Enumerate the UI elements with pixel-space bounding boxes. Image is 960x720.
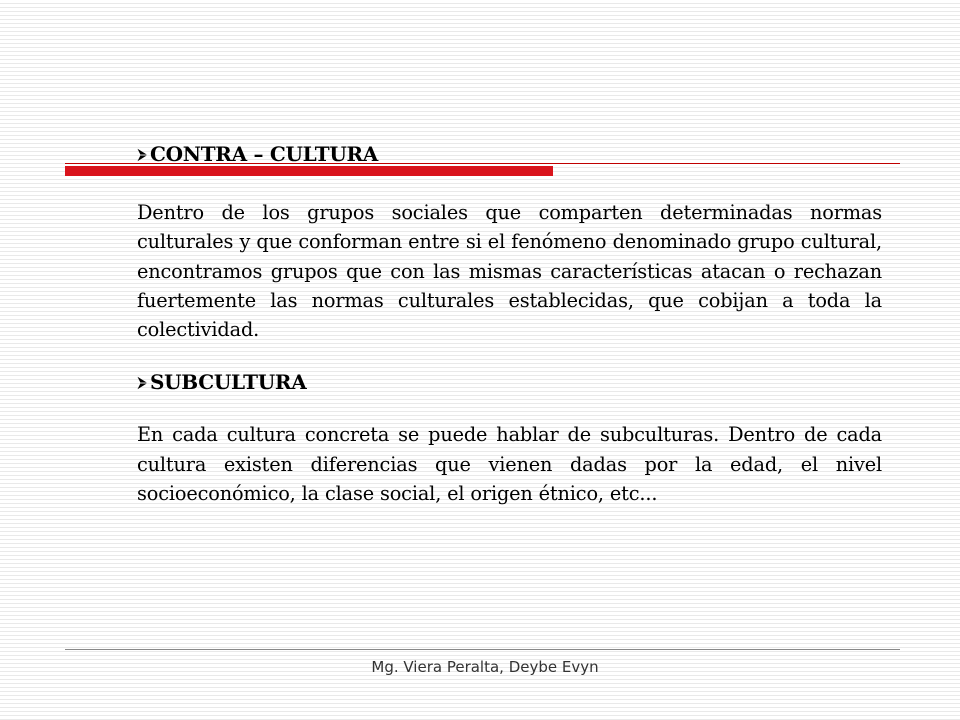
paragraph-contracultura: Dentro de los grupos sociales que comparten determinadas normas culturales y que conforman entre si el fenómeno denominado grupo cultural, encontramos grupos que con las mismas características atacan o rechazan fuertemente las normas culturales establecidas, que cobijan a toda la colectividad.	[137, 201, 882, 342]
heading-subcultura	[137, 368, 882, 396]
heading-subcultura-text: SUBCULTURA	[150, 370, 307, 395]
slide-content	[137, 140, 882, 508]
spacer	[137, 168, 882, 198]
footer-rule	[65, 649, 900, 650]
spacer	[137, 396, 882, 420]
heading-contracultura	[137, 140, 882, 168]
arrow-bullet-icon	[137, 376, 148, 390]
footer	[0, 658, 960, 676]
paragraph-subcultura: En cada cultura concreta se puede hablar de subculturas. Dentro de cada cultura existen diferencias que vienen dadas por la edad, el nivel socioeconómico, la clase social, el origen étnico, etc...	[137, 423, 882, 506]
arrow-bullet-icon	[137, 148, 148, 162]
spacer	[137, 344, 882, 368]
footer-author: Mg. Viera Peralta, Deybe Evyn	[371, 658, 599, 676]
heading-contracultura-text: CONTRA – CULTURA	[150, 142, 379, 166]
